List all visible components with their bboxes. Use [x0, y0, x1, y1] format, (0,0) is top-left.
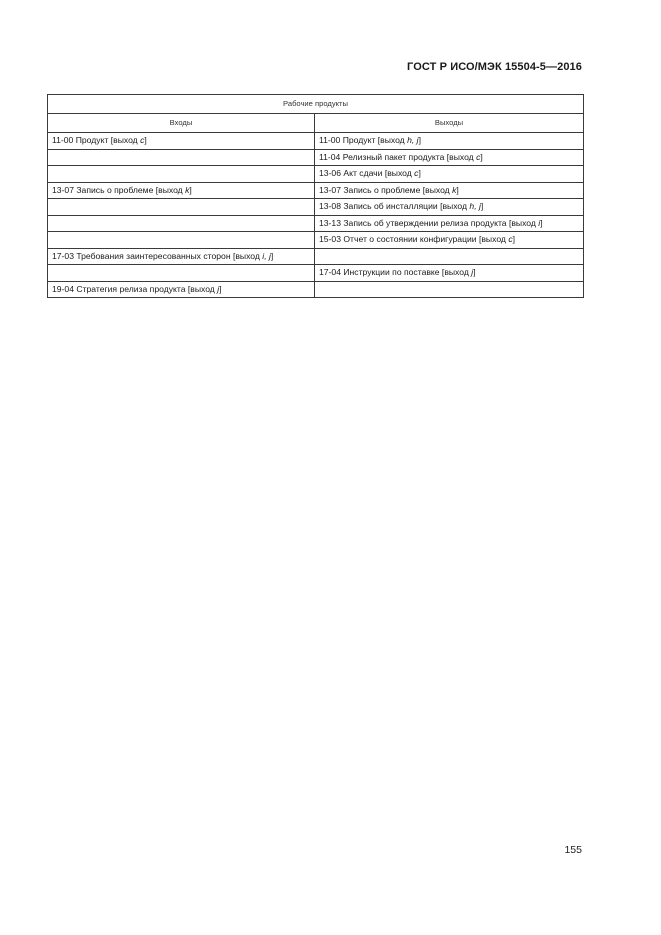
table-title: Рабочие продукты — [48, 95, 584, 114]
output-cell — [315, 133, 584, 150]
output-cell — [315, 215, 584, 232]
cell-text-tail: ] — [456, 184, 459, 195]
cell-text-tail: ] — [418, 135, 421, 146]
output-cell — [315, 265, 584, 282]
cell-output-code: j — [471, 267, 474, 278]
work-products-table — [47, 94, 584, 298]
table-title-row — [48, 95, 584, 114]
input-cell — [48, 182, 315, 199]
table-row — [48, 133, 584, 150]
table-row — [48, 149, 584, 166]
input-cell — [48, 281, 315, 298]
table-row — [48, 199, 584, 216]
output-cell — [315, 166, 584, 183]
cell-text: 11-00 Продукт [выход — [319, 135, 408, 146]
cell-text-tail: ] — [144, 135, 147, 146]
standard-id-header: ГОСТ Р ИСО/МЭК 15504-5—2016 — [407, 61, 582, 73]
cell-text: 19-04 Стратегия релиза продукта [выход — [52, 283, 218, 294]
cell-output-code: j — [217, 283, 220, 294]
cell-output-code: k — [185, 184, 190, 195]
table-row — [48, 182, 584, 199]
input-cell — [48, 166, 315, 183]
cell-text: 17-03 Требования заинтересованных сторон [выход — [52, 250, 263, 261]
cell-text-tail: ] — [473, 267, 476, 278]
input-cell — [48, 232, 315, 249]
table-row — [48, 232, 584, 249]
cell-text-tail: ] — [512, 234, 515, 245]
table-row — [48, 215, 584, 232]
cell-text: 13-07 Запись о проблеме [выход — [319, 184, 453, 195]
input-cell — [48, 149, 315, 166]
cell-text: 13-07 Запись о проблеме [выход — [52, 184, 186, 195]
cell-text: 11-04 Релизный пакет продукта [выход — [319, 151, 477, 162]
output-cell — [315, 182, 584, 199]
cell-text: 13-08 Запись об инсталляции [выход — [319, 201, 470, 212]
page-number: 155 — [564, 844, 582, 856]
cell-text: 11-00 Продукт [выход — [52, 135, 141, 146]
output-cell — [315, 281, 584, 298]
output-cell — [315, 149, 584, 166]
table-row — [48, 265, 584, 282]
table-row — [48, 281, 584, 298]
table-row — [48, 166, 584, 183]
output-cell — [315, 248, 584, 265]
work-products-table-wrapper — [47, 94, 583, 298]
table-body — [48, 133, 584, 298]
cell-text: 15-03 Отчет о состоянии конфигурации [выход — [319, 234, 509, 245]
cell-text-tail: ] — [270, 250, 274, 261]
input-cell — [48, 215, 315, 232]
cell-text-tail: ] — [540, 217, 543, 228]
cell-text: 13-13 Запись об утверждении релиза продукта [выход — [319, 217, 539, 228]
cell-output-code: k — [452, 184, 457, 195]
output-cell — [315, 232, 584, 249]
table-row — [48, 248, 584, 265]
cell-text: 17-04 Инструкции по поставке [выход — [319, 267, 472, 278]
cell-text-tail: ] — [480, 201, 484, 212]
cell-output-code: c — [508, 234, 513, 245]
cell-text-tail: ] — [219, 283, 222, 294]
cell-output-code: c — [476, 151, 481, 162]
cell-text: 13-06 Акт сдачи [выход — [319, 168, 415, 179]
cell-text-tail: ] — [480, 151, 483, 162]
column-header-outputs: Выходы — [315, 114, 584, 133]
cell-output-code: c — [140, 135, 145, 146]
cell-output-code: c — [414, 168, 419, 179]
output-cell — [315, 199, 584, 216]
cell-output-code: h, j — [469, 201, 481, 212]
cell-output-code: i, j — [262, 250, 271, 261]
input-cell — [48, 199, 315, 216]
input-cell — [48, 133, 315, 150]
cell-output-code: h, j — [407, 135, 419, 146]
cell-text-tail: ] — [189, 184, 192, 195]
input-cell — [48, 248, 315, 265]
cell-text-tail: ] — [418, 168, 421, 179]
table-column-header-row — [48, 114, 584, 133]
cell-output-code: i — [538, 217, 541, 228]
input-cell — [48, 265, 315, 282]
column-header-inputs: Входы — [48, 114, 315, 133]
